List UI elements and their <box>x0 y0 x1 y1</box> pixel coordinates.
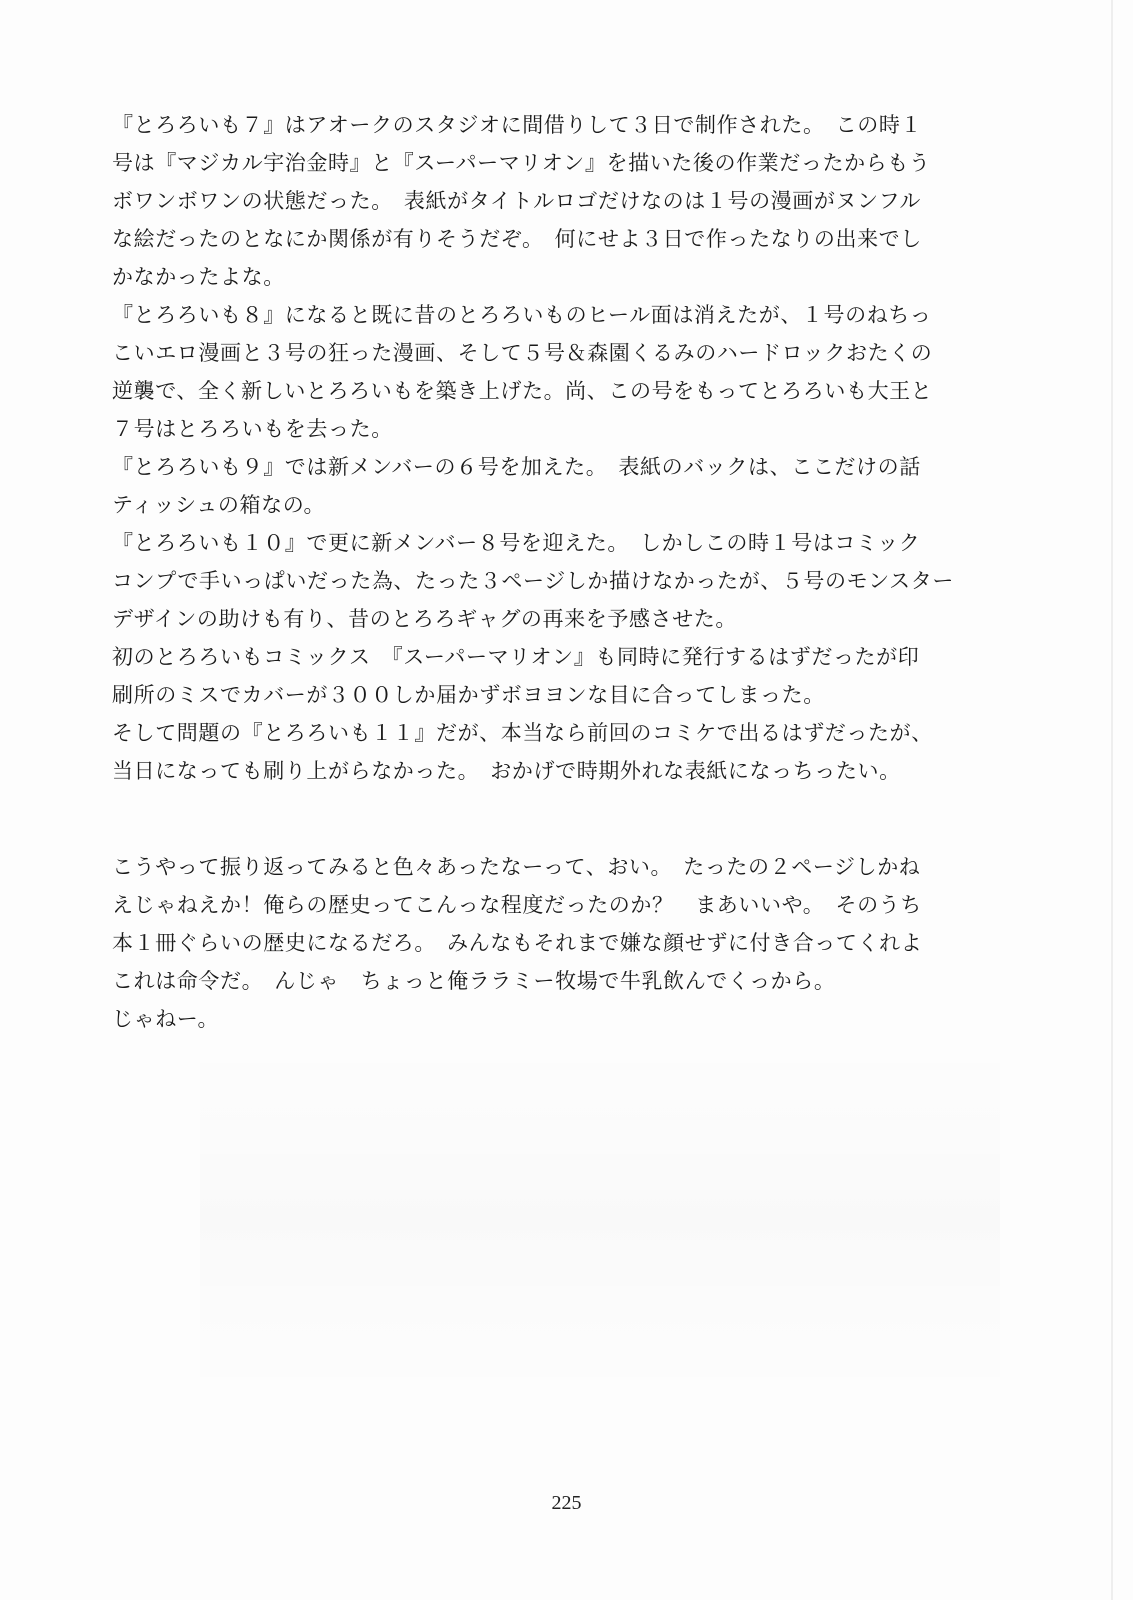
text-line: ７号はとろろいもを去った。 <box>112 417 393 441</box>
page-number: 225 <box>551 1492 582 1514</box>
text-line: デザインの助けも有り、昔のとろろギャグの再来を予感させた。 <box>112 607 737 631</box>
text-line: 逆襲で、全く新しいとろろいもを築き上げた。尚、この号をもってとろろいも大王と <box>112 379 933 403</box>
text-line: 当日になっても刷り上がらなかった。 おかげで時期外れな表紙になっちったい。 <box>112 759 901 783</box>
text-line: ボワンボワンの状態だった。 表紙がタイトルロゴだけなのは１号の漫画がヌンフル <box>112 189 922 213</box>
text-line: じゃねー。 <box>112 1007 220 1031</box>
text-line: 初のとろろいもコミックス 『スーパーマリオン』も同時に発行するはずだったが印 <box>112 645 920 669</box>
text-line: 『とろろいも８』になると既に昔のとろろいものヒール面は消えたが、１号のねちっ <box>112 303 932 327</box>
paragraph-history <box>112 106 1032 790</box>
text-line: えじゃねえか！俺らの歴史ってこんっな程度だったのか？ まあいいや。 そのうち <box>112 893 922 917</box>
text-line: かなかったよな。 <box>112 265 285 289</box>
text-line: そして問題の『とろろいも１１』だが、本当なら前回のコミケで出るはずだったが、 <box>112 721 933 745</box>
text-line: 『とろろいも９』では新メンバーの６号を加えた。 表紙のバックは、ここだけの話 <box>112 455 921 479</box>
text-line: これは命令だ。 んじゃ ちょっと俺ララミー牧場で牛乳飲んでくっから。 <box>112 969 836 993</box>
text-line: こうやって振り返ってみると色々あったなーって、おい。 たったの２ページしかね <box>112 855 921 879</box>
text-line: 『とろろいも７』はアオークのスタジオに間借りして３日で制作された。 この時１ <box>112 113 923 137</box>
text-line: こいエロ漫画と３号の狂った漫画、そして５号＆森園くるみのハードロックおたくの <box>112 341 933 365</box>
page-edge <box>1111 0 1113 1600</box>
text-line: 本１冊ぐらいの歴史になるだろ。 みんなもそれまで嫌な顔せずに付き合ってくれよ <box>112 931 923 955</box>
paragraph-closing <box>112 848 1032 1038</box>
text-line: コンプで手いっぱいだった為、たった３ページしか描けなかったが、５号のモンスター <box>112 569 954 593</box>
show-through-shading <box>200 1040 1000 1400</box>
text-line: ティッシュの箱なの。 <box>112 493 326 517</box>
text-line: 号は『マジカル宇治金時』と『スーパーマリオン』を描いた後の作業だったからもう <box>112 151 931 175</box>
text-line: 『とろろいも１０』で更に新メンバー８号を迎えた。 しかしこの時１号はコミック <box>112 531 921 555</box>
text-line: 刷所のミスでカバーが３００しか届かずボヨヨンな目に合ってしまった。 <box>112 683 825 707</box>
text-line: な絵だったのとなにか関係が有りそうだぞ。 何にせよ３日で作ったなりの出来でし <box>112 227 922 251</box>
